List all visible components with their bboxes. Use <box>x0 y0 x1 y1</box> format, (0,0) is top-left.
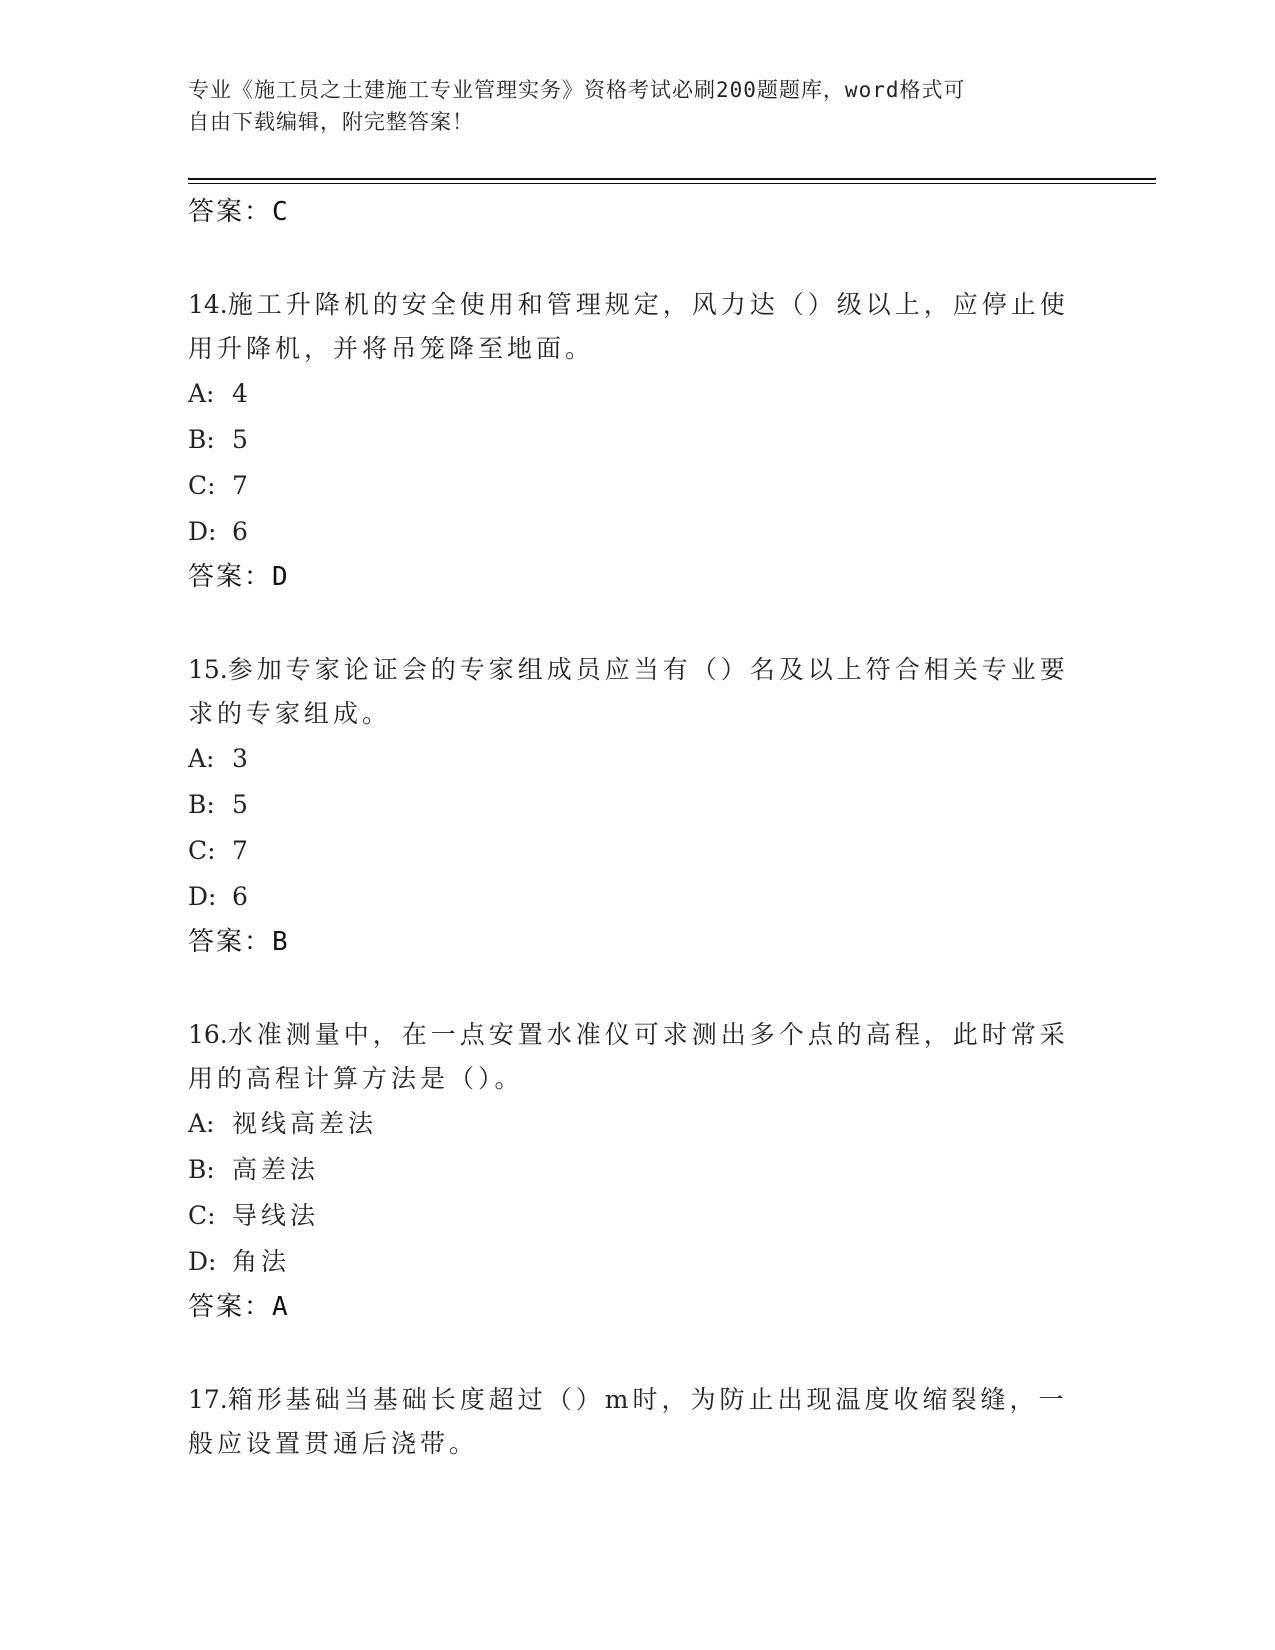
option-key: D: <box>188 882 217 911</box>
header-line-1: 专业《施工员之土建施工专业管理实务》资格考试必刷200题题库，word格式可 <box>188 78 966 102</box>
answer-value: C <box>272 197 288 227</box>
answer-label: 答案： <box>188 927 273 957</box>
option-key: B: <box>188 1155 215 1184</box>
answer-line <box>188 190 1088 234</box>
option-key: B: <box>188 425 215 454</box>
option-d <box>188 1239 1088 1285</box>
option-value: 7 <box>232 836 252 865</box>
option-a <box>188 736 1088 782</box>
option-key: A: <box>188 1109 215 1138</box>
header-line-2: 自由下载编辑，附完整答案！ <box>188 110 474 134</box>
option-value: 6 <box>232 517 252 546</box>
option-key: C: <box>188 471 216 500</box>
option-value: 4 <box>232 379 252 408</box>
answer-label: 答案： <box>188 562 273 592</box>
question-list <box>188 190 1088 1466</box>
question-text <box>188 1378 1088 1422</box>
answer-label: 答案： <box>188 1292 273 1322</box>
option-key: C: <box>188 1201 216 1230</box>
option-value: 7 <box>232 471 252 500</box>
question-text <box>188 283 1088 327</box>
option-a <box>188 1101 1088 1147</box>
answer-value: B <box>272 927 288 957</box>
option-c <box>188 1193 1088 1239</box>
option-b <box>188 782 1088 828</box>
option-b <box>188 1147 1088 1193</box>
question-text-continued <box>188 1422 1088 1466</box>
answer-line <box>188 1285 1088 1329</box>
question-text <box>188 1013 1088 1057</box>
question-text <box>188 648 1088 692</box>
option-value: 3 <box>232 744 252 773</box>
answer-line <box>188 920 1088 964</box>
answer-value: D <box>272 562 288 592</box>
question-text-line-2: 求的专家组成。 <box>188 699 392 728</box>
answer-line <box>188 555 1088 599</box>
option-value: 视线高差法 <box>232 1109 378 1138</box>
question-number: 14. <box>188 290 228 319</box>
option-b <box>188 417 1088 463</box>
option-value: 5 <box>232 790 252 819</box>
question-text-continued <box>188 692 1088 736</box>
question-text-line-1: 箱形基础当基础长度超过（）m时，为防止出现温度收缩裂缝，一 <box>227 1385 1068 1414</box>
option-value: 5 <box>232 425 252 454</box>
option-key: A: <box>188 379 215 408</box>
header-divider-thin <box>188 183 1156 184</box>
option-key: D: <box>188 1247 217 1276</box>
question-number: 17. <box>188 1385 228 1414</box>
option-c <box>188 463 1088 509</box>
question-text-line-1: 水准测量中，在一点安置水准仪可求测出多个点的高程，此时常采 <box>227 1020 1069 1049</box>
question-text-line-2: 用的高程计算方法是（）。 <box>188 1064 524 1093</box>
question-number: 15. <box>188 655 228 684</box>
option-a <box>188 371 1088 417</box>
question-text-line-1: 施工升降机的安全使用和管理规定，风力达（）级以上，应停止使 <box>227 290 1069 319</box>
question-text-continued <box>188 327 1088 371</box>
question-text-line-2: 般应设置贯通后浇带。 <box>188 1429 479 1458</box>
answer-label: 答案： <box>188 197 273 227</box>
question-number: 16. <box>188 1020 228 1049</box>
option-d <box>188 509 1088 555</box>
option-value: 角法 <box>232 1247 291 1276</box>
option-key: B: <box>188 790 215 819</box>
header-divider-thick <box>188 178 1156 180</box>
question-text-line-2: 用升降机，并将吊笼降至地面。 <box>188 334 595 363</box>
question-text-line-1: 参加专家论证会的专家组成员应当有（）名及以上符合相关专业要 <box>227 655 1069 684</box>
option-key: D: <box>188 517 217 546</box>
document-header <box>188 74 1068 138</box>
option-key: C: <box>188 836 216 865</box>
question-text-continued <box>188 1057 1088 1101</box>
option-value: 6 <box>232 882 252 911</box>
answer-value: A <box>272 1292 288 1322</box>
option-value: 导线法 <box>232 1201 320 1230</box>
option-value: 高差法 <box>232 1155 320 1184</box>
option-c <box>188 828 1088 874</box>
option-key: A: <box>188 744 215 773</box>
option-d <box>188 874 1088 920</box>
